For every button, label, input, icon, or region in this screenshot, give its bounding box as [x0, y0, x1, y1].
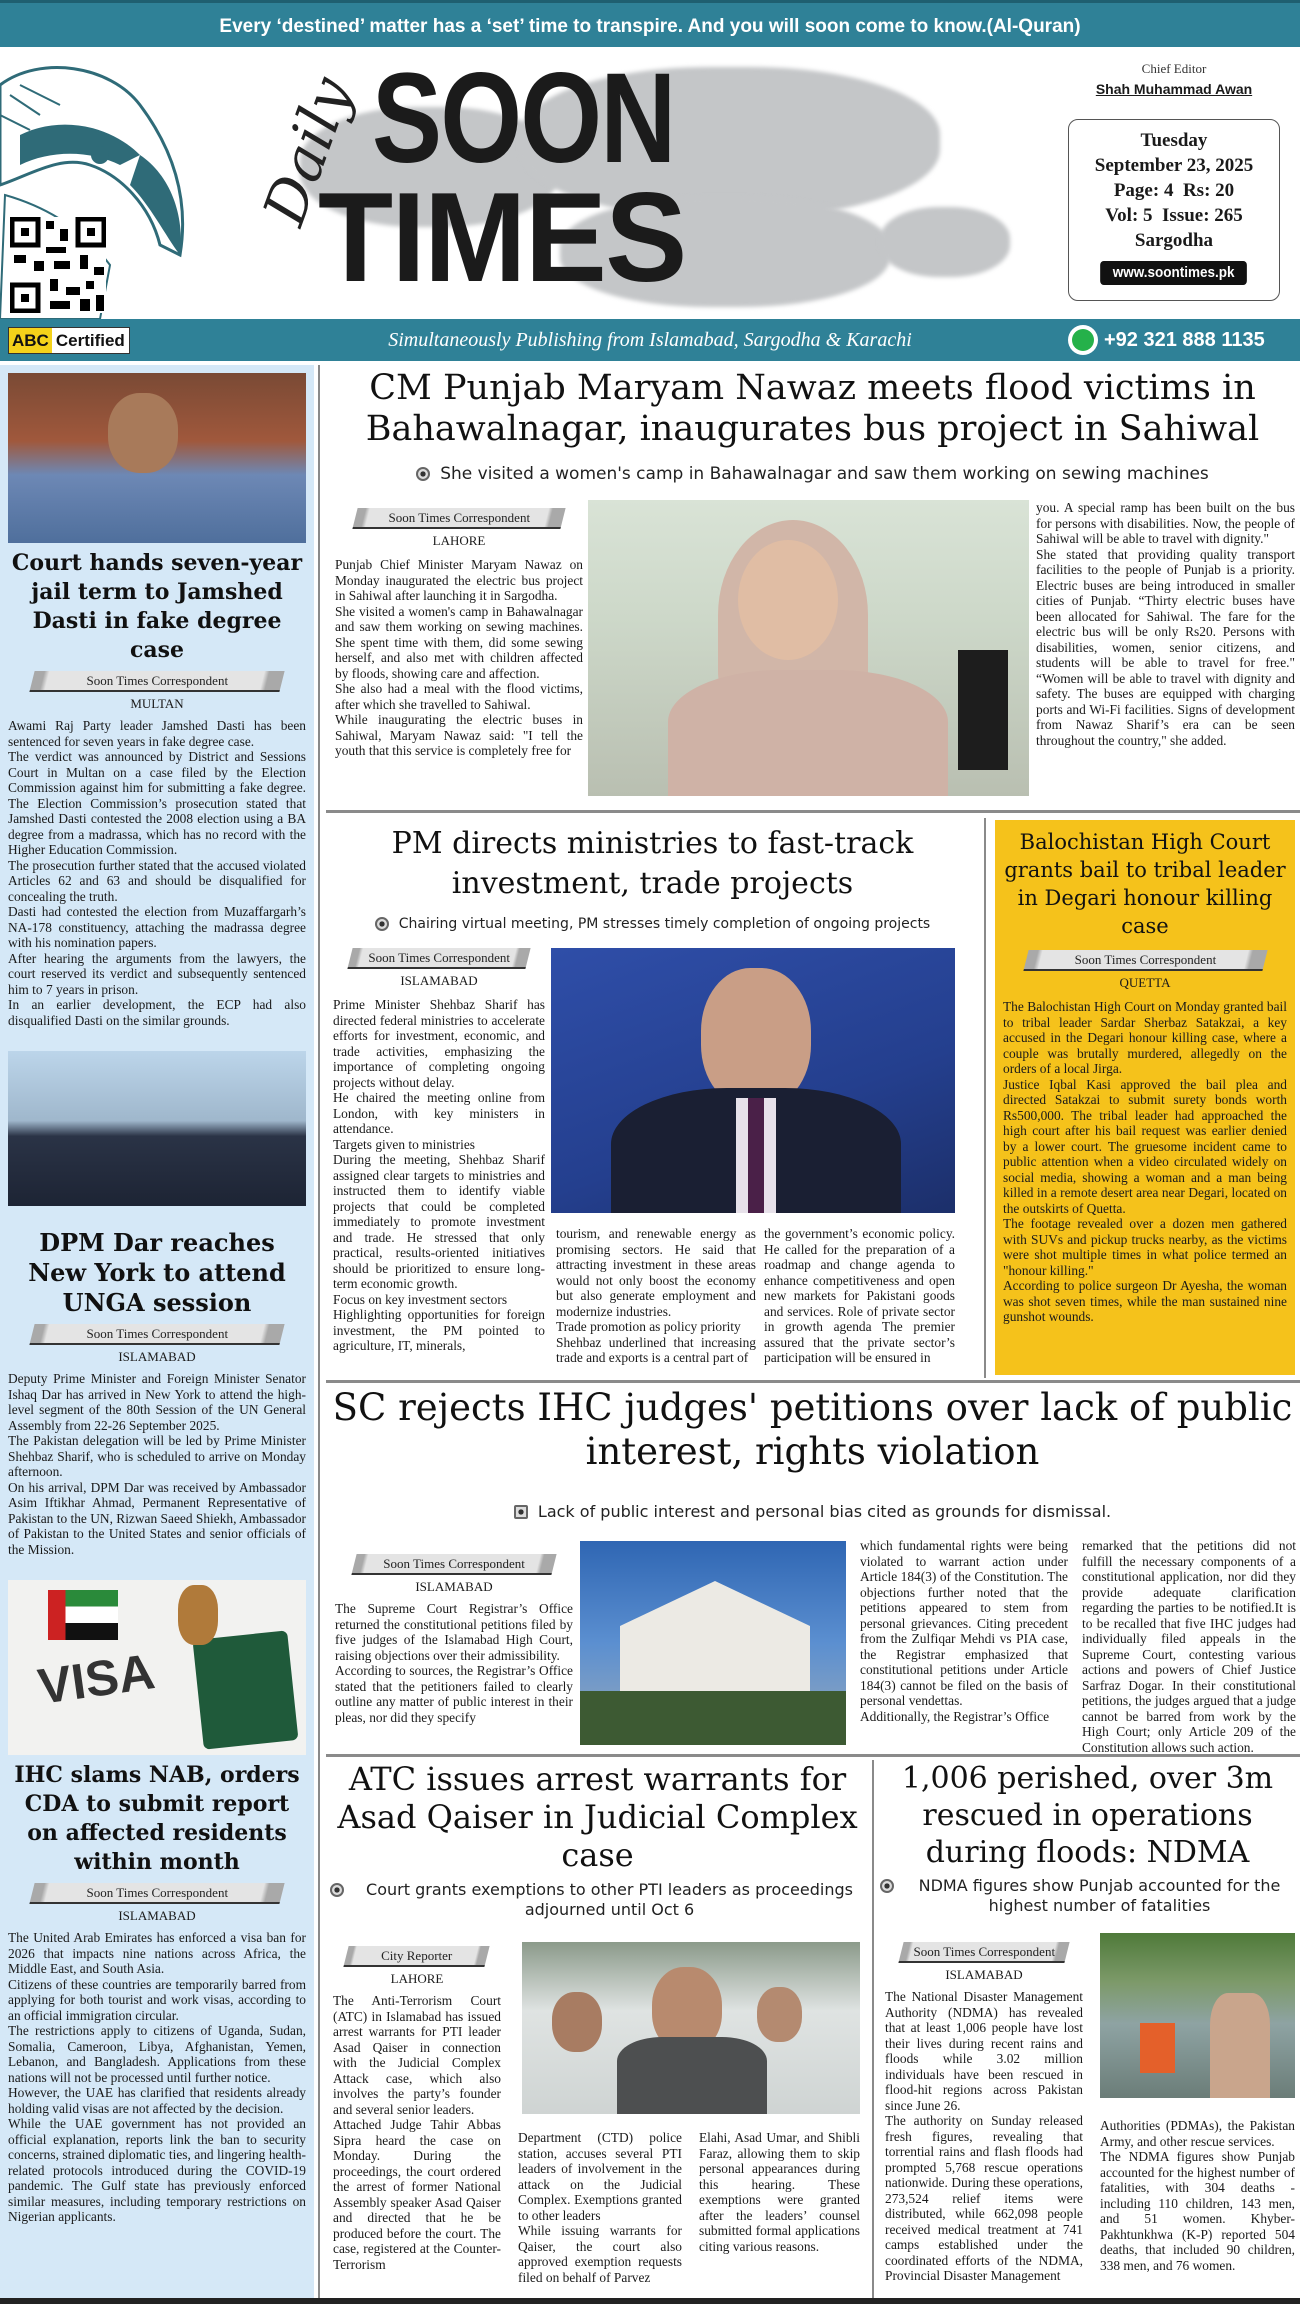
paragraph: The Supreme Court Registrar’s Office returned the constitutional petitions filed by five judges of the Islamabad High Court, raising objections over their admissibility.	[335, 1601, 573, 1663]
byline: Soon Times Correspondent	[86, 673, 228, 688]
paragraph: you. A special ramp has been built on the bus for persons with disabilities. Now, the people of Sahiwal will be able to travel with dignity."	[1036, 500, 1295, 546]
story-body	[860, 1538, 1068, 1724]
dateline: LAHORE	[390, 1971, 444, 1986]
paragraph: According to sources, the Registrar’s Office stated that the petitioners failed to clearly outline any matter of public interest in their pleas, nor did they specify	[335, 1663, 573, 1725]
story-headline[interactable]: DPM Dar reaches New York to attend UNGA session	[28, 1228, 286, 1317]
bullet-icon	[514, 1505, 528, 1519]
photo-shehbaz-sharif	[551, 948, 955, 1213]
byline-box	[29, 1883, 285, 1904]
dateline: ISLAMABAD	[945, 1967, 1023, 1982]
website-link[interactable]: www.soontimes.pk	[1101, 261, 1248, 285]
byline-box	[1023, 950, 1267, 971]
left-sidebar	[0, 365, 314, 2300]
story-column	[333, 1940, 501, 2272]
byline-box	[29, 1324, 285, 1345]
paragraph: According to police surgeon Dr Ayesha, the woman was shot seven times, while the man sustained nine gunshot wounds.	[1003, 1278, 1287, 1324]
chief-editor-label: Chief Editor	[1141, 61, 1207, 76]
byline-box	[29, 671, 285, 692]
quote-banner	[0, 0, 1300, 47]
story-body	[333, 1993, 501, 2272]
paragraph: Targets given to ministries	[333, 1136, 476, 1152]
byline: Soon Times Correspondent	[1074, 952, 1216, 967]
issue-page: Page: 4	[1113, 180, 1174, 201]
issue-number: Issue: 265	[1162, 205, 1243, 226]
dateline: QUETTA	[1119, 975, 1171, 990]
story-body	[8, 718, 306, 1028]
story-column	[335, 1548, 573, 1725]
issue-city: Sargodha	[1134, 230, 1214, 251]
photo-jamshed-dasti	[8, 373, 306, 543]
byline: Soon Times Correspondent	[368, 950, 510, 965]
story-headline[interactable]: IHC slams NAB, orders CDA to submit report on affected residents within month	[14, 1762, 300, 1875]
paragraph: Citizens of these countries are temporarily barred from applying for both tourist and work visas, according to an official immigration circular.	[8, 1976, 306, 2023]
world-map-shape	[880, 207, 1010, 277]
paragraph: Deputy Prime Minister and Foreign Minister Senator Ishaq Dar has arrived in New York to attend the high-level segment of the 80th Session of the UN General Assembly from 22-26 September 2025.	[8, 1371, 306, 1433]
abc-label: ABC	[9, 328, 52, 353]
paragraph: Highlighting opportunities for foreign investment, the PM pointed to agriculture, IT, minerals,	[333, 1307, 545, 1353]
byline-box	[347, 948, 530, 969]
paragraph: On his arrival, DPM Dar was received by Ambassador Asim Iftikhar Ahmad, Permanent Representative of Pakistan to the UN, Rizwan Saeed Shiekh, Ambassador of Pakistan to the United States and senior officials of the Mission.	[8, 1479, 306, 1557]
subheading-text: She visited a women's camp in Bahawalnagar and saw them working on sewing machines	[440, 464, 1209, 484]
story-body	[518, 2130, 682, 2285]
paragraph: the government’s economic policy. He called for the preparation of a roadmap and change agenda to enhance competitiveness and open new markets for Pakistani goods and services. Role of private sector in growth agenda The premier assured that the private sector’s participation will be ensured in	[764, 1226, 955, 1365]
paragraph: While the UAE government has not provided an official explanation, reports link the ban to security concerns, strained diplomatic ties, and lingering health-related protocols introduced during the COVID-19 pandemic. The Gulf state has previously enforced similar measures, including temporary restrictions on Nigerian applicants.	[8, 2116, 306, 2224]
byline-box	[344, 1946, 490, 1967]
section-rule	[326, 810, 1300, 813]
story-headline[interactable]: PM directs ministries to fast-track investment, trade projects	[391, 826, 914, 901]
photo-supreme-court	[580, 1541, 846, 1745]
story-body	[1003, 999, 1287, 1325]
dateline: ISLAMABAD	[415, 1579, 493, 1594]
paragraph: Shehbaz underlined that increasing trade and exports is a central part of	[556, 1334, 756, 1365]
bullet-icon	[880, 1879, 894, 1893]
abc-certified-badge	[8, 327, 130, 354]
paragraph: tourism, and renewable energy as promising sectors. He said that attracting investment in these areas would not only boost the economy but also generate employment and modernize industries.	[556, 1226, 756, 1319]
paragraph: The Anti-Terrorism Court (ATC) in Islamabad has issued arrest warrants for PTI leader Asad Qaiser in connection with the Judicial Complex Attack case, which also involves the party’s founder and several senior leaders.	[333, 1993, 501, 2117]
story-subheading	[330, 1880, 865, 1920]
byline-box	[352, 508, 566, 529]
column-divider	[872, 1760, 874, 2298]
paragraph: While issuing warrants for Qaiser, the court also approved exemption requests filed on behalf of Parvez	[518, 2223, 682, 2285]
phone-number: +92 321 888 1135	[1104, 329, 1265, 351]
visa-photo-label: VISA	[34, 1643, 159, 1715]
page-bottom-rule	[0, 2298, 1300, 2304]
paragraph: The United Arab Emirates has enforced a visa ban for 2026 that impacts nine nations across Africa, the Middle East, and South Asia.	[8, 1930, 306, 1976]
paragraph: Dasti had contested the election from Muzaffargarh’s NA-178 constituency, attaching the madrassa degree with his nomination papers.	[8, 904, 306, 950]
story-body	[556, 1226, 756, 1366]
story-ndma-floods	[880, 1760, 1295, 2300]
bullet-icon	[375, 917, 389, 931]
story-body	[699, 2130, 860, 2254]
paragraph: The Pakistan delegation will be led by Prime Minister Shehbaz Sharif, who is scheduled to arrive on Monday afternoon.	[8, 1433, 306, 1479]
subheading-text: NDMA figures show Punjab accounted for the highest number of fatalities	[918, 1876, 1281, 1915]
paragraph: Justice Iqbal Kasi approved the bail plea and directed Satakzai to submit surety bonds worth Rs500,000. The tribal leader had approached the high court after his bail request was earlier denied by a lower court. The gruesome incident came to public attention when a video circulated widely on social media, showing a woman and a man being killed in a remote desert area near Degari, located on the outskirts of Quetta.	[1003, 1076, 1287, 1216]
story-body	[8, 1371, 306, 1557]
story-column	[333, 942, 545, 1354]
photo-flood-rescue	[1100, 1933, 1295, 2098]
paragraph: Awami Raj Party leader Jamshed Dasti has been sentenced for seven years in fake degree case.	[8, 718, 306, 749]
paragraph: The NDMA figures show Punjab accounted for the highest number of fatalities, with 304 deaths - including 110 children, 143 men, and 51 women. Khyber-Pakhtunkhwa (K-P) reported 504 deaths, that included 90 children, 338 men, and 76 women.	[1100, 2149, 1295, 2273]
story-subheading	[330, 1502, 1295, 1521]
byline: Soon Times Correspondent	[86, 1885, 228, 1900]
subheading-text: Lack of public interest and personal bias cited as grounds for dismissal.	[537, 1502, 1112, 1521]
column-divider	[318, 365, 320, 2300]
dateline: ISLAMABAD	[400, 973, 478, 988]
sidebar-story-ihc	[0, 1580, 314, 2225]
paragraph: Authorities (PDMAs), the Pakistan Army, and other rescue services.	[1100, 2118, 1295, 2149]
dateline: ISLAMABAD	[118, 1908, 196, 1923]
paragraph: However, the UAE has clarified that residents already holding valid visas are not affected by the decision.	[8, 2085, 306, 2116]
issue-info-box	[1068, 119, 1280, 301]
story-subheading	[880, 1876, 1295, 1916]
newspaper-title-line2: TIMES	[318, 165, 686, 309]
issue-volume: Vol: 5	[1105, 205, 1153, 226]
story-subheading	[330, 464, 1295, 484]
paragraph: Trade promotion as policy priority	[556, 1319, 741, 1334]
dateline: LAHORE	[432, 533, 486, 548]
paragraph: She also had a meal with the flood victims, after which she travelled to Sahiwal.	[335, 681, 583, 712]
story-body	[335, 557, 583, 759]
photo-dpm-dar	[8, 1051, 306, 1206]
byline: Soon Times Correspondent	[383, 1556, 525, 1571]
quote-text: Every ‘destined’ matter has a ‘set’ time to transpire. And you will soon come to know.(Al-Quran)	[219, 16, 1081, 37]
byline-box	[351, 1554, 556, 1575]
publishing-bar	[0, 319, 1300, 361]
whatsapp-contact[interactable]	[1068, 325, 1265, 355]
story-headline[interactable]: Court hands seven-year jail term to Jamshed Dasti in fake degree case	[11, 550, 303, 663]
byline: Soon Times Correspondent	[913, 1944, 1055, 1959]
paragraph: She stated that providing quality transport facilities to the people of Punjab is a priority. Electric buses are being introduced in smaller cities of Punjab. “Thirty electric buses have been allocated for Sahiwal. The fare for the electric bus will be only Rs20. Persons with disabilities, women, senior citizens, and students will be able to travel for free." “Women will be able to travel with dignity and safety. The buses are equipped with charging ports and Wi-Fi facilities. Signs of development from Nawaz Sharif’s era can be seen throughout the country," she added.	[1036, 546, 1295, 748]
story-headline[interactable]: SC rejects IHC judges' petitions over lack of public interest, rights violation	[332, 1386, 1293, 1473]
subheading-text: Chairing virtual meeting, PM stresses timely completion of ongoing projects	[398, 916, 931, 932]
certified-label: Certified	[55, 331, 125, 350]
story-subheading	[330, 916, 975, 932]
issue-price: Rs: 20	[1182, 180, 1235, 201]
story-body	[333, 997, 545, 1354]
byline-box	[898, 1942, 1070, 1963]
story-pm-investment	[330, 818, 975, 1378]
bullet-icon	[330, 1883, 344, 1897]
paragraph: He chaired the meeting online from London, with key ministers in attendance.	[333, 1090, 545, 1136]
masthead	[0, 47, 1300, 319]
photo-maryam-nawaz	[588, 500, 1029, 796]
story-body	[885, 1989, 1083, 2284]
photo-uae-visa	[8, 1580, 306, 1755]
bullet-icon	[416, 467, 430, 481]
dateline: MULTAN	[130, 696, 184, 711]
story-body	[335, 1601, 573, 1725]
paragraph: Prime Minister Shehbaz Sharif has directed federal ministries to accelerate efforts for investment, economic, and trade activities, emphasizing the importance of completing ongoing projects without delay.	[333, 997, 545, 1090]
chief-editor-name: Shah Muhammad Awan	[1095, 81, 1253, 97]
issue-date: September 23, 2025	[1094, 155, 1254, 176]
story-column	[885, 1936, 1083, 2284]
paragraph: The Balochistan High Court on Monday granted bail to tribal leader Sardar Sherbaz Satakzai, a key accused in the Degari honour killing case, where a couple was brutally murdered, allegedly on the orders of a local Jirga.	[1003, 999, 1287, 1076]
paragraph: Elahi, Asad Umar, and Shibli Faraz, allowing them to skip personal appearances during this hearing. These exemptions were granted after the leaders’ counsel submitted formal applications citing various reasons.	[699, 2130, 860, 2254]
paragraph: The footage revealed over a dozen men gathered with SUVs and pickup trucks nearby, as the victims were shot multiple times in what police termed an "honour killing."	[1003, 1216, 1287, 1278]
photo-asad-qaiser	[522, 1942, 860, 2114]
paragraph: Punjab Chief Minister Maryam Nawaz on Monday inaugurated the electric bus project in Sahiwal after launching it in Sargodha.	[335, 557, 583, 603]
qr-code-icon	[10, 217, 106, 313]
paragraph: Focus on key investment sectors	[333, 1291, 508, 1307]
paragraph: She visited a women's camp in Bahawalnagar and saw them working on sewing machines. She spent time with them, did some sewing herself, and also met with children affected by floods, showing care and affection.	[335, 603, 583, 681]
issue-day: Tuesday	[1140, 130, 1208, 151]
story-body	[1036, 500, 1295, 748]
paragraph: The verdict was announced by District and Sessions Court in Multan on a case filed by the Election Commission against him for submitting a fake degree. The Election Commission’s prosecution stated that Jamshed Dasti contested the 2008 election using a BA degree from a madrassa, which has no record with the Higher Education Commission.	[8, 749, 306, 857]
whatsapp-icon	[1068, 325, 1098, 355]
section-rule	[326, 1380, 1300, 1383]
story-balochistan-bail	[995, 820, 1295, 1375]
story-headline[interactable]: ATC issues arrest warrants for Asad Qaiser in Judicial Complex case	[337, 1760, 858, 1874]
newspaper-title-line1: SOON	[372, 47, 675, 190]
story-headline[interactable]: CM Punjab Maryam Nawaz meets flood victims in Bahawalnagar, inaugurates bus project in Sahiwal	[365, 368, 1260, 449]
byline: City Reporter	[381, 1948, 453, 1963]
story-body	[1082, 1538, 1296, 1755]
sidebar-story-dasti	[0, 373, 314, 1028]
story-body	[1100, 2118, 1295, 2273]
paragraph: While inaugurating the electric buses in Sahiwal, Maryam Nawaz said: "I tell the youth that this service is completely free for	[335, 712, 583, 758]
byline: Soon Times Correspondent	[388, 510, 530, 525]
publishing-slogan: Simultaneously Publishing from Islamabad, Sargodha & Karachi	[388, 329, 912, 351]
section-rule	[326, 1754, 1300, 1757]
paragraph: Additionally, the Registrar’s Office	[860, 1708, 1050, 1724]
paragraph: During the meeting, Shehbaz Sharif assigned clear targets to ministries and instructed them to identify viable projects that could be completed immediately to promote investment and trade. He stressed that only practical, results-oriented initiatives should be prioritized to ensure long-term economic growth.	[333, 1152, 545, 1291]
paragraph: In an earlier development, the ECP had also disqualified Dasti on the similar grounds.	[8, 997, 306, 1028]
paragraph: remarked that the petitions did not fulfill the necessary components of a constitutional application, nor did they provide adequate clarification regarding the parties to be notified.It is to be recalled that five IHC judges had individually filed appeals in the Supreme Court, contesting various actions and powers of Chief Justice Sarfraz Dogar. In their constitutional petitions, the judges argued that a judge cannot be barred from work by the High Court; only Article 209 of the Constitution allows such action.	[1082, 1538, 1296, 1755]
story-atc-warrants	[330, 1760, 865, 2300]
paragraph: Department (CTD) police station, accuses several PTI leaders of involvement in the attack on the Judicial Complex. Exemptions granted to other leaders	[518, 2130, 682, 2223]
story-headline[interactable]: Balochistan High Court grants bail to tribal leader in Degari honour killing case	[1004, 830, 1286, 938]
paragraph: The prosecution further stated that the accused violated Articles 62 and 63 and should be disqualified for concealing the truth.	[8, 857, 306, 904]
paragraph: Attached Judge Tahir Abbas Sipra heard the case on Monday. During the proceedings, the court ordered the arrest of former National Assembly speaker Asad Qaiser and directed that he be produced before the court. The case, registered at the Counter-Terrorism	[333, 2117, 501, 2272]
story-sc-ihc-petitions	[330, 1386, 1296, 1755]
paragraph: which fundamental rights were being violated to warrant action under Article 184(3) of the Constitution. The objections further noted that the petitions appeared to stem from personal grievances. Citing precedent from the Zulfiqar Mehdi vs PIA case, the Registrar emphasized that constitutional petitions under Article 184(3) cannot be filed on the basis of personal vendettas.	[860, 1538, 1068, 1708]
paragraph: The restrictions apply to citizens of Uganda, Sudan, Somalia, Cameroon, Libya, Afghanistan, Yemen, Lebanon, and Bangladesh. Applications from these nations will not be processed until further notice.	[8, 2023, 306, 2085]
story-column	[335, 502, 583, 759]
paragraph: The National Disaster Management Authority (NDMA) has revealed that at least 1,006 people have lost their lives during recent rains and floods while 3.02 million individuals have been rescued in flood-hit regions across Pakistan since June 26.	[885, 1989, 1083, 2113]
story-cm-punjab	[330, 368, 1295, 808]
byline: Soon Times Correspondent	[86, 1326, 228, 1341]
daily-script-logo: Daily	[249, 68, 366, 234]
paragraph: The authority on Sunday released fresh figures, revealing that torrential rains and flash floods had prompted 5,768 rescue operations nationwide. During these operations, 273,524 relief items were distributed, while 662,098 people received medical treatment at 741 camps established under the coordinated efforts of the NDMA, Provincial Disaster Management	[885, 2113, 1083, 2283]
column-divider	[984, 818, 986, 1378]
dateline: ISLAMABAD	[118, 1349, 196, 1364]
story-body	[764, 1226, 955, 1366]
story-body	[8, 1930, 306, 2225]
paragraph: After hearing the arguments from the lawyers, the court reserved its verdict and subsequently sentenced him to 7 years in prison.	[8, 950, 306, 997]
subheading-text: Court grants exemptions to other PTI leaders as proceedings adjourned until Oct 6	[366, 1880, 853, 1919]
sidebar-story-dar	[0, 1051, 314, 1557]
story-headline[interactable]: 1,006 perished, over 3m rescued in operations during floods: NDMA	[901, 1761, 1274, 1870]
